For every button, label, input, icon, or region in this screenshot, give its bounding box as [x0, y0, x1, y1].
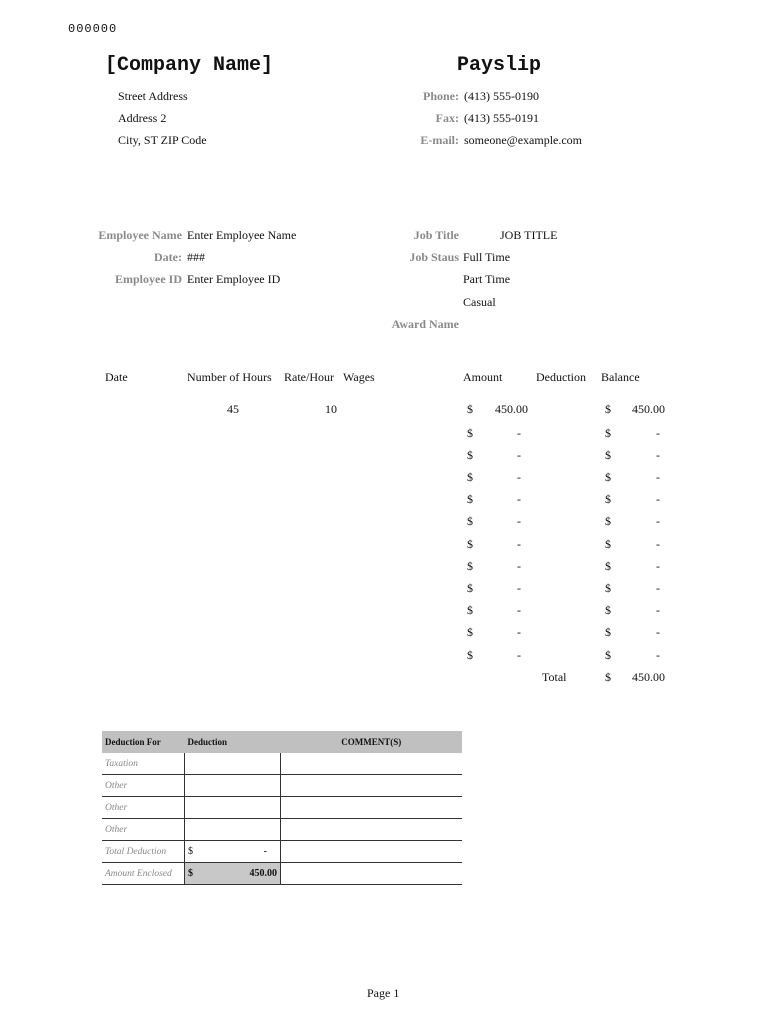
amount-value: -	[517, 537, 521, 551]
comment-cell[interactable]	[281, 819, 463, 841]
amount-value: -	[517, 559, 521, 573]
total-currency: $	[605, 670, 611, 684]
balance-currency: $	[605, 448, 611, 462]
phone-value: (413) 555-0190	[464, 89, 539, 103]
job-status-label: Job Staus	[409, 250, 459, 264]
balance-value: -	[656, 559, 660, 573]
balance-value: -	[656, 603, 660, 617]
deduction-label-other: Other	[102, 819, 185, 841]
total-deduction-value: -	[263, 846, 267, 857]
balance-value: -	[656, 426, 660, 440]
hours-value: 45	[227, 402, 239, 416]
amount-value: -	[517, 426, 521, 440]
comment-cell[interactable]	[281, 841, 463, 863]
deduction-amount-cell[interactable]	[185, 775, 281, 797]
amount-enclosed-label: Amount Enclosed	[102, 863, 185, 885]
total-value: 450.00	[632, 670, 665, 684]
comments-header: COMMENT(S)	[281, 731, 463, 753]
deduction-header: Deduction	[185, 731, 281, 753]
amount-value: -	[517, 648, 521, 662]
amount-value: -	[517, 470, 521, 484]
amount-value: -	[517, 448, 521, 462]
employee-id-value[interactable]: Enter Employee ID	[187, 272, 281, 286]
balance-currency: $	[605, 537, 611, 551]
deduction-amount-cell[interactable]	[185, 797, 281, 819]
date-label: Date:	[154, 250, 182, 264]
job-title-value[interactable]: JOB TITLE	[500, 228, 558, 242]
table-row	[102, 775, 462, 797]
rate-value: 10	[325, 402, 337, 416]
page-number: Page 1	[367, 986, 400, 1000]
balance-currency: $	[605, 492, 611, 506]
amount-value: 450.00	[495, 402, 528, 416]
deduction-label-taxation: Taxation	[102, 753, 185, 775]
balance-currency: $	[605, 402, 611, 416]
col-header-amount: Amount	[463, 370, 503, 384]
email-label: E-mail:	[420, 133, 459, 147]
amount-currency: $	[467, 537, 473, 551]
amount-enclosed-value: 450.00	[249, 868, 277, 879]
balance-value: -	[656, 470, 660, 484]
deduction-for-header: Deduction For	[102, 731, 185, 753]
balance-value: -	[656, 448, 660, 462]
deduction-amount-cell[interactable]	[185, 753, 281, 775]
deduction-label-other: Other	[102, 797, 185, 819]
amount-value: -	[517, 603, 521, 617]
balance-value: -	[656, 492, 660, 506]
balance-currency: $	[605, 559, 611, 573]
balance-currency: $	[605, 426, 611, 440]
col-header-hours: Number of Hours	[187, 370, 272, 384]
amount-enclosed-currency: $	[188, 868, 193, 879]
amount-currency: $	[467, 514, 473, 528]
job-status-full-time[interactable]: Full Time	[463, 250, 511, 264]
total-deduction-currency: $	[188, 846, 193, 857]
total-deduction-cell	[185, 841, 281, 863]
fax-label: Fax:	[435, 111, 459, 125]
balance-currency: $	[605, 514, 611, 528]
table-row	[102, 863, 462, 885]
job-status-casual[interactable]: Casual	[463, 295, 496, 309]
city-state-zip: City, ST ZIP Code	[118, 133, 207, 147]
col-header-wages: Wages	[343, 370, 375, 384]
employee-id-label: Employee ID	[115, 272, 182, 286]
amount-currency: $	[467, 492, 473, 506]
amount-enclosed-cell	[185, 863, 281, 885]
amount-value: -	[517, 492, 521, 506]
amount-value: -	[517, 625, 521, 639]
col-header-balance: Balance	[601, 370, 640, 384]
col-header-deduction: Deduction	[536, 370, 586, 384]
balance-currency: $	[605, 625, 611, 639]
balance-value: -	[656, 581, 660, 595]
table-row	[102, 797, 462, 819]
amount-currency: $	[467, 402, 473, 416]
comment-cell[interactable]	[281, 775, 463, 797]
amount-currency: $	[467, 426, 473, 440]
comment-cell[interactable]	[281, 753, 463, 775]
job-status-part-time[interactable]: Part Time	[463, 272, 511, 286]
table-row	[102, 753, 462, 775]
total-deduction-label: Total Deduction	[102, 841, 185, 863]
address-2: Address 2	[118, 111, 167, 125]
comment-cell[interactable]	[281, 863, 463, 885]
document-code: 000000	[68, 22, 118, 36]
deduction-amount-cell[interactable]	[185, 819, 281, 841]
balance-currency: $	[605, 603, 611, 617]
table-row	[102, 819, 462, 841]
job-title-label: Job Title	[413, 228, 459, 242]
total-label: Total	[542, 670, 567, 684]
fax-value: (413) 555-0191	[464, 111, 539, 125]
col-header-rate: Rate/Hour	[284, 370, 334, 384]
balance-value: -	[656, 648, 660, 662]
amount-currency: $	[467, 448, 473, 462]
deduction-table	[102, 731, 462, 885]
amount-currency: $	[467, 581, 473, 595]
balance-currency: $	[605, 470, 611, 484]
amount-currency: $	[467, 648, 473, 662]
amount-currency: $	[467, 470, 473, 484]
balance-currency: $	[605, 581, 611, 595]
employee-name-label: Employee Name	[98, 228, 182, 242]
phone-label: Phone:	[423, 89, 459, 103]
balance-value: -	[656, 514, 660, 528]
payslip-title: Payslip	[457, 54, 542, 77]
amount-currency: $	[467, 603, 473, 617]
amount-currency: $	[467, 559, 473, 573]
table-row	[102, 841, 462, 863]
col-header-date: Date	[105, 370, 128, 384]
amount-value: -	[517, 581, 521, 595]
employee-name-value[interactable]: Enter Employee Name	[187, 228, 297, 242]
balance-currency: $	[605, 648, 611, 662]
email-value: someone@example.com	[464, 133, 583, 147]
amount-currency: $	[467, 625, 473, 639]
comment-cell[interactable]	[281, 797, 463, 819]
date-value[interactable]: ###	[187, 250, 205, 264]
balance-value: -	[656, 537, 660, 551]
street-address: Street Address	[118, 89, 188, 103]
balance-value: 450.00	[632, 402, 665, 416]
award-name-label: Award Name	[391, 317, 459, 331]
balance-value: -	[656, 625, 660, 639]
amount-value: -	[517, 514, 521, 528]
company-name: [Company Name]	[105, 54, 274, 77]
deduction-label-other: Other	[102, 775, 185, 797]
